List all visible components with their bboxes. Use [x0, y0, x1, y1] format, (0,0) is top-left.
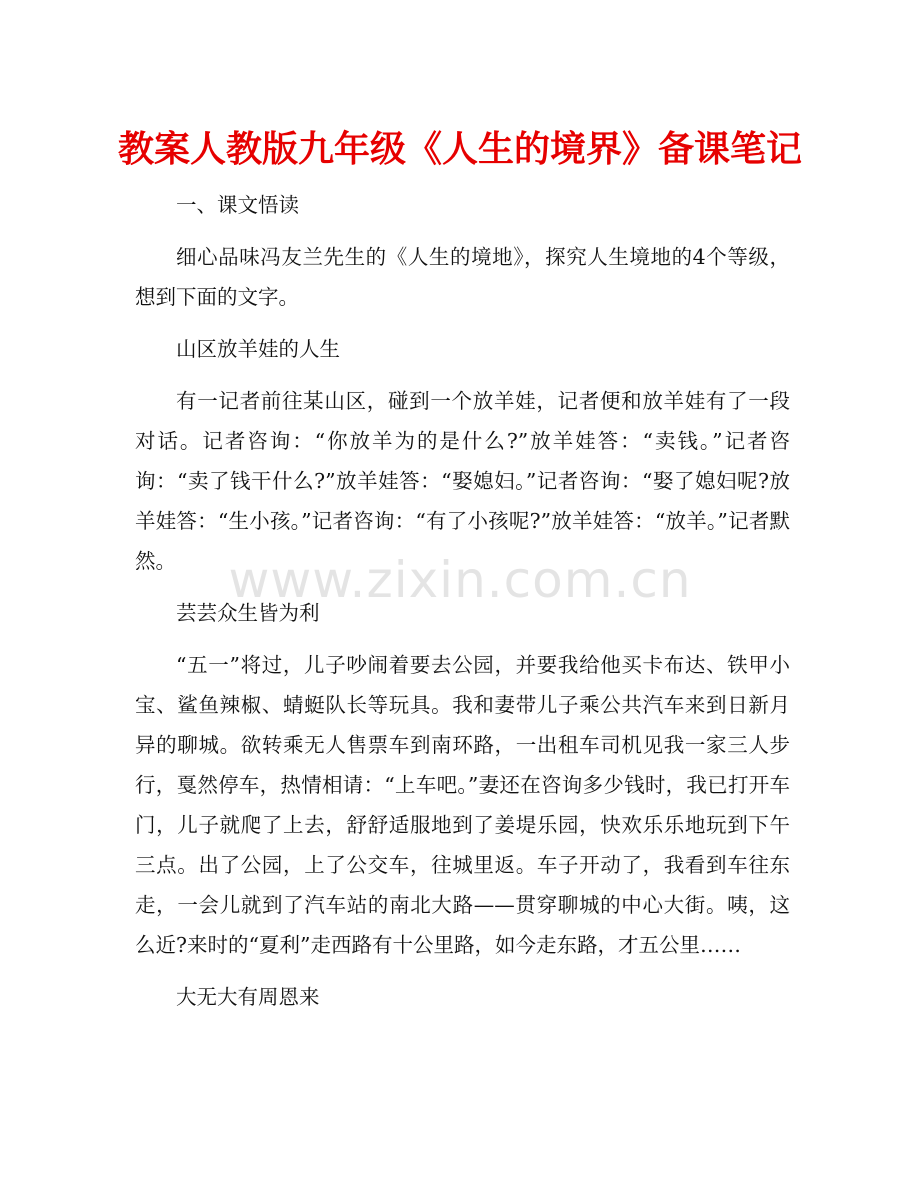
subheading: 山区放羊娃的人生	[176, 337, 340, 361]
paragraph: 有一记者前往某山区，碰到一个放羊娃，记者便和放羊娃有了一段对话。记者咨询：“你放羊为的是什么?”放羊娃答：“卖钱。”记者咨询：“卖了钱干什么?”放羊娃答：“娶媳妇。”记者咨询：“娶了媳妇呢?放羊娃答：“生小孩。”记者咨询：“有了小孩呢?”放羊娃答：“放羊。”记者默然。	[135, 389, 790, 573]
paragraph: “五一”将过，儿子吵闹着要去公园，并要我给他买卡布达、铁甲小宝、鲨鱼辣椒、蜻蜓队长等玩具。我和妻带儿子乘公共汽车来到日新月异的聊城。欲转乘无人售票车到南环路，一出租车司机见我一家三人步行，戛然停车，热情相请：“上车吧。”妻还在咨询多少钱时，我已打开车门，儿子就爬了上去，舒舒适服地到了姜堤乐园，快欢乐乐地玩到下午三点。出了公园，上了公交车，往城里返。车子开动了，我看到车往东走，一会儿就到了汽车站的南北大路——贯穿聊城的中心大街。咦，这么近?来时的“夏利”走西路有十公里路，如今走东路，才五公里……	[135, 653, 790, 957]
document-title: 教案人教版九年级《人生的境界》备课笔记	[117, 129, 802, 170]
subheading: 大无大有周恩来	[176, 985, 320, 1009]
document-body	[135, 185, 790, 1029]
watermark: www.zixin.com.cn	[228, 551, 692, 609]
section-heading: 一、课文悟读	[176, 193, 299, 217]
paragraph: 细心品味冯友兰先生的《人生的境地》，探究人生境地的4个等级，想到下面的文字。	[135, 245, 790, 309]
subheading: 芸芸众生皆为利	[176, 601, 320, 625]
